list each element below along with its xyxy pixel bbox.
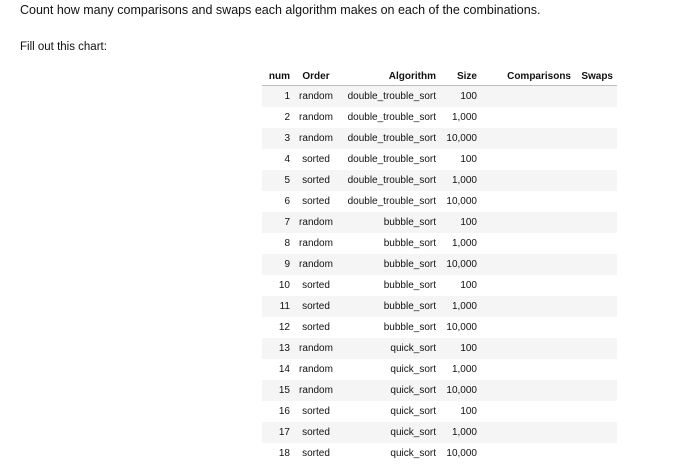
- cell-size: 1,000: [451, 238, 477, 249]
- header-size: Size: [440, 67, 481, 86]
- cell-swaps: [575, 149, 617, 170]
- cell-size: 1,000: [440, 170, 481, 191]
- table-header-row: [262, 67, 617, 86]
- cell-algorithm: quick_sort: [338, 338, 440, 359]
- cell-num: 17: [262, 422, 294, 443]
- cell-algorithm: double_trouble_sort: [338, 170, 440, 191]
- cell-algorithm: double_trouble_sort: [347, 154, 436, 165]
- cell-num: 1: [262, 86, 294, 108]
- cell-order: random: [299, 238, 333, 249]
- cell-comparisons: [481, 422, 575, 443]
- table-row: [262, 212, 617, 233]
- table-row: [262, 380, 617, 401]
- cell-swaps: [575, 296, 617, 317]
- cell-swaps: [575, 212, 617, 233]
- cell-swaps: [575, 254, 617, 275]
- cell-comparisons: [481, 317, 575, 338]
- cell-size: 100: [440, 86, 481, 108]
- cell-algorithm: quick_sort: [390, 364, 436, 375]
- cell-order: sorted: [302, 280, 330, 291]
- cell-algorithm: quick_sort: [390, 406, 436, 417]
- cell-comparisons: [481, 128, 575, 149]
- table-row: [262, 149, 617, 170]
- table-row: [262, 191, 617, 212]
- cell-num: 18: [278, 448, 290, 459]
- cell-swaps: [575, 233, 617, 254]
- cell-order: sorted: [302, 196, 330, 207]
- cell-size: 10,000: [446, 322, 477, 333]
- cell-comparisons: [481, 191, 575, 212]
- cell-algorithm: bubble_sort: [338, 296, 440, 317]
- cell-order: sorted: [294, 296, 338, 317]
- cell-num: 16: [278, 406, 290, 417]
- cell-comparisons: [481, 107, 575, 128]
- cell-size: 10,000: [440, 128, 481, 149]
- cell-algorithm: double_trouble_sort: [347, 112, 436, 123]
- cell-num: 15: [262, 380, 294, 401]
- cell-algorithm: double_trouble_sort: [338, 128, 440, 149]
- cell-size: 10,000: [446, 196, 477, 207]
- cell-algorithm: quick_sort: [338, 422, 440, 443]
- table-row: [262, 275, 617, 296]
- cell-comparisons: [481, 149, 575, 170]
- cell-num: 7: [262, 212, 294, 233]
- cell-order: random: [294, 380, 338, 401]
- cell-order: random: [294, 212, 338, 233]
- cell-size: 10,000: [440, 380, 481, 401]
- cell-algorithm: quick_sort: [338, 380, 440, 401]
- cell-algorithm: quick_sort: [390, 448, 436, 459]
- cell-order: random: [299, 364, 333, 375]
- cell-swaps: [575, 422, 617, 443]
- cell-size: 1,000: [440, 296, 481, 317]
- cell-order: sorted: [294, 170, 338, 191]
- cell-num: 14: [278, 364, 290, 375]
- cell-order: sorted: [302, 322, 330, 333]
- cell-swaps: [575, 338, 617, 359]
- table-row: [262, 86, 617, 108]
- cell-order: sorted: [302, 406, 330, 417]
- instruction-text: Count how many comparisons and swaps each algorithm makes on each of the combinations.: [20, 3, 541, 17]
- header-algorithm: Algorithm: [338, 67, 440, 86]
- cell-comparisons: [481, 254, 575, 275]
- cell-swaps: [575, 443, 617, 464]
- cell-size: 100: [440, 338, 481, 359]
- cell-num: 4: [284, 154, 290, 165]
- cell-algorithm: bubble_sort: [383, 322, 436, 333]
- table-row: [262, 317, 617, 338]
- cell-swaps: [575, 401, 617, 422]
- table-row: [262, 296, 617, 317]
- cell-order: random: [294, 338, 338, 359]
- cell-comparisons: [481, 296, 575, 317]
- cell-num: 9: [262, 254, 294, 275]
- cell-algorithm: bubble_sort: [383, 238, 436, 249]
- cell-comparisons: [481, 359, 575, 380]
- cell-swaps: [575, 317, 617, 338]
- table-row: [262, 443, 617, 464]
- cell-size: 10,000: [446, 448, 477, 459]
- cell-algorithm: bubble_sort: [383, 280, 436, 291]
- cell-size: 100: [440, 212, 481, 233]
- cell-order: random: [294, 128, 338, 149]
- results-table: [262, 67, 617, 464]
- table-row: [262, 359, 617, 380]
- cell-order: random: [294, 86, 338, 108]
- header-swaps: Swaps: [575, 67, 617, 86]
- cell-algorithm: double_trouble_sort: [347, 196, 436, 207]
- cell-comparisons: [481, 212, 575, 233]
- table-row: [262, 401, 617, 422]
- cell-num: 3: [262, 128, 294, 149]
- cell-swaps: [575, 128, 617, 149]
- cell-size: 100: [460, 280, 477, 291]
- cell-size: 1,000: [451, 364, 477, 375]
- cell-size: 1,000: [440, 422, 481, 443]
- cell-size: 1,000: [451, 112, 477, 123]
- header-num: num: [262, 67, 294, 86]
- cell-comparisons: [481, 338, 575, 359]
- cell-swaps: [575, 191, 617, 212]
- chart-prompt: Fill out this chart:: [20, 41, 107, 53]
- cell-comparisons: [481, 86, 575, 108]
- cell-swaps: [575, 380, 617, 401]
- cell-size: 100: [460, 154, 477, 165]
- cell-num: 8: [284, 238, 290, 249]
- table-row: [262, 128, 617, 149]
- cell-order: sorted: [294, 422, 338, 443]
- cell-comparisons: [481, 380, 575, 401]
- cell-size: 100: [460, 406, 477, 417]
- table-row: [262, 338, 617, 359]
- cell-comparisons: [481, 233, 575, 254]
- table-row: [262, 254, 617, 275]
- cell-order: sorted: [302, 154, 330, 165]
- cell-num: 6: [284, 196, 290, 207]
- cell-comparisons: [481, 170, 575, 191]
- table-body: [262, 86, 617, 465]
- cell-swaps: [575, 170, 617, 191]
- cell-num: 12: [278, 322, 290, 333]
- cell-algorithm: bubble_sort: [338, 212, 440, 233]
- table-row: [262, 170, 617, 191]
- cell-num: 11: [262, 296, 294, 317]
- cell-algorithm: bubble_sort: [338, 254, 440, 275]
- cell-num: 2: [284, 112, 290, 123]
- header-comparisons: Comparisons: [481, 67, 575, 86]
- cell-comparisons: [481, 401, 575, 422]
- table-row: [262, 422, 617, 443]
- table-row: [262, 107, 617, 128]
- cell-swaps: [575, 275, 617, 296]
- cell-swaps: [575, 107, 617, 128]
- cell-order: sorted: [302, 448, 330, 459]
- cell-comparisons: [481, 275, 575, 296]
- cell-comparisons: [481, 443, 575, 464]
- cell-num: 5: [262, 170, 294, 191]
- cell-swaps: [575, 359, 617, 380]
- table-row: [262, 233, 617, 254]
- cell-order: random: [294, 254, 338, 275]
- cell-size: 10,000: [440, 254, 481, 275]
- cell-order: random: [299, 112, 333, 123]
- header-order: Order: [294, 67, 338, 86]
- cell-swaps: [575, 86, 617, 108]
- cell-algorithm: double_trouble_sort: [338, 86, 440, 108]
- cell-num: 10: [278, 280, 290, 291]
- cell-num: 13: [262, 338, 294, 359]
